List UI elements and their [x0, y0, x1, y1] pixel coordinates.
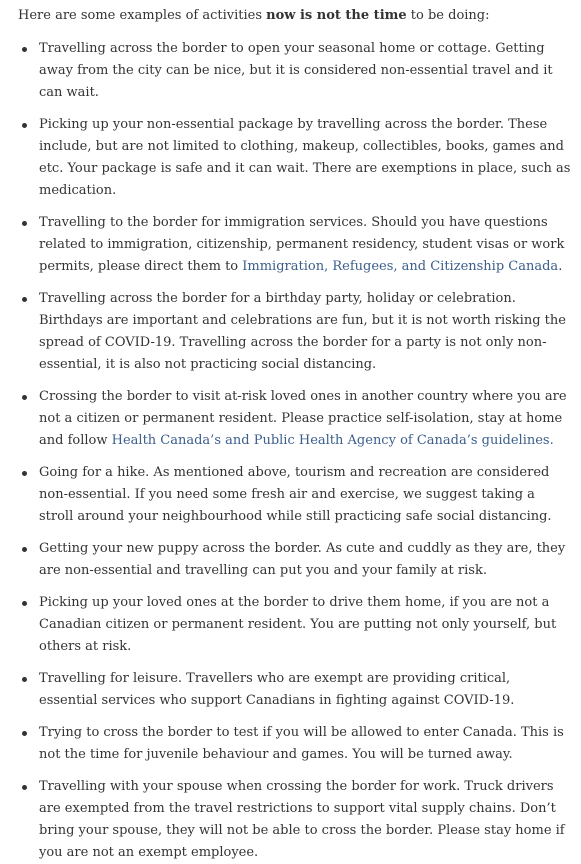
intro-suffix: to be doing: — [406, 8, 490, 23]
list-item-text: Picking up your non-essential package by travelling across the border. These include, but are not limited to clothing, makeup, collectibles, books, games and etc. Your package is safe and it can wait. There are exemptions in place, such as medication. — [39, 117, 571, 198]
list-item-text: Travelling to the border for immigration services. Should you have questions related to immigration, citizenship, permanent residency, student visas or work permits, please direct them to — [39, 215, 565, 274]
bullet-icon — [22, 731, 27, 736]
bullet-icon — [22, 221, 27, 226]
list-item-text: Going for a hike. As mentioned above, tourism and recreation are considered non-essential. If you need some fresh air and exercise, we suggest taking a stroll around your neighbourhood while still practicing safe social distancing. — [39, 465, 552, 524]
bullet-icon — [22, 297, 27, 302]
bullet-icon — [22, 601, 27, 606]
intro-emphasis: now is not the time — [266, 8, 407, 23]
bullet-icon — [22, 395, 27, 400]
list-item-text: Picking up your loved ones at the border to drive them home, if you are not a Canadian citizen or permanent resident. You are putting not only yourself, but others at risk. — [39, 595, 557, 654]
bullet-icon — [22, 785, 27, 790]
list-item-text-after: . — [558, 259, 563, 274]
list-item-text: Travelling with your spouse when crossing the border for work. Truck drivers are exempted from the travel restrictions to support vital supply chains. Don’t bring your spouse, they will not be able to cross the border. Please stay home if you are not an exempt employee. — [39, 779, 565, 860]
immigration-canada-link[interactable]: Immigration, Refugees, and Citizenship Canada — [242, 259, 559, 274]
list-item — [18, 722, 571, 766]
list-item-text: Travelling for leisure. Travellers who are exempt are providing critical, essential services who support Canadians in fighting against COVID-19. — [39, 671, 515, 708]
list-item — [18, 288, 571, 376]
bullet-icon — [22, 47, 27, 52]
bullet-icon — [22, 471, 27, 476]
list-item — [18, 386, 571, 452]
list-item — [18, 776, 571, 864]
activities-list — [18, 38, 571, 864]
list-item — [18, 462, 571, 528]
list-item-text: Travelling across the border to open your seasonal home or cottage. Getting away from the city can be nice, but it is considered non-essential travel and it can wait. — [39, 41, 553, 100]
list-item — [18, 668, 571, 712]
list-item — [18, 38, 571, 104]
list-item-text: Trying to cross the border to test if you will be allowed to enter Canada. This is not the time for juvenile behaviour and games. You will be turned away. — [39, 725, 564, 762]
list-item — [18, 212, 571, 278]
list-item-text: Travelling across the border for a birthday party, holiday or celebration. Birthdays are important and celebrations are fun, but it is not worth risking the spread of COVID-19. Travelling across the border for a party is not only non-essential, it is also not practicing social distancing. — [39, 291, 566, 372]
bullet-icon — [22, 123, 27, 128]
list-item — [18, 538, 571, 582]
list-item-text: Crossing the border to visit at-risk loved ones in another country where you are not a citizen or permanent resident. Please practice self-isolation, stay at home and follow — [39, 389, 567, 448]
health-canada-guidelines-link[interactable]: Health Canada’s and Public Health Agency of Canada’s guidelines. — [111, 433, 554, 448]
list-item — [18, 114, 571, 202]
intro-prefix: Here are some examples of activities — [18, 8, 267, 23]
list-item — [18, 592, 571, 658]
bullet-icon — [22, 547, 27, 552]
intro-paragraph — [18, 6, 571, 26]
bullet-icon — [22, 677, 27, 682]
list-item-text: Getting your new puppy across the border. As cute and cuddly as they are, they are non-essential and travelling can put you and your family at risk. — [39, 541, 566, 578]
